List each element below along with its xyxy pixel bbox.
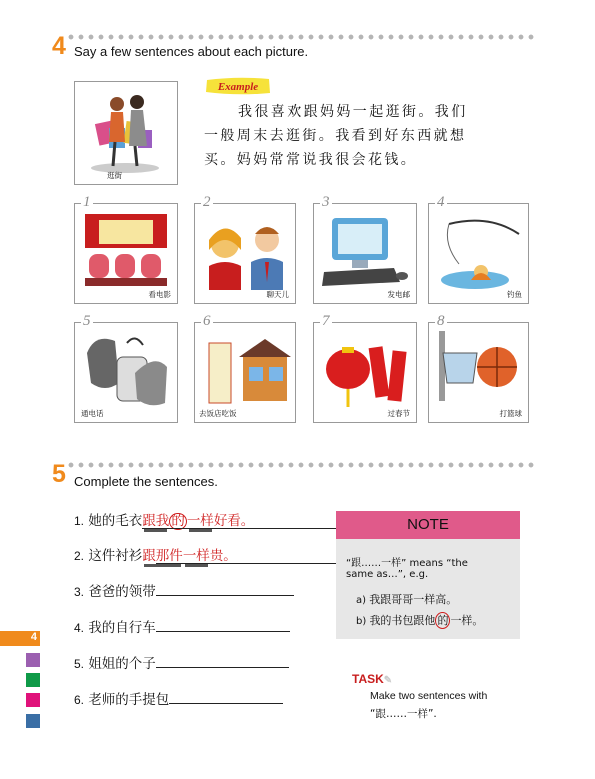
- answer-input[interactable]: [156, 667, 289, 668]
- note-example-text: 我跟哥哥一样高。: [369, 593, 458, 606]
- note-example-label: a): [356, 595, 367, 606]
- color-tab-magenta: [26, 693, 40, 707]
- picture-1: [74, 194, 178, 304]
- example-line: 我很喜欢跟妈妈一起逛街。我们: [238, 104, 468, 120]
- page-number-tab: [0, 631, 40, 646]
- sentence-2: [74, 544, 237, 564]
- picture-number: 6: [203, 313, 211, 329]
- sentence-number: 4.: [74, 621, 85, 635]
- picture-caption: 逛街: [107, 171, 122, 180]
- sentence-4: [74, 616, 290, 636]
- answer-circled-char: 的: [171, 513, 185, 529]
- sentence-number: 5.: [74, 657, 85, 671]
- pen-icon: ✎: [383, 675, 393, 686]
- note-example-b: [356, 612, 483, 629]
- answer-part: 一样: [186, 513, 214, 529]
- note-line: same as…”, e.g.: [346, 569, 429, 580]
- note-example-label: b): [356, 616, 367, 627]
- answer-input[interactable]: [156, 631, 290, 632]
- picture-number: 8: [437, 313, 445, 329]
- section4-number: 4: [52, 32, 66, 60]
- note-title: NOTE: [336, 511, 520, 539]
- section5-number: 5: [52, 460, 66, 488]
- picture-number: 3: [322, 194, 330, 210]
- picture-caption: 过春节: [387, 409, 410, 418]
- sentence-prompt: 姐姐的个子: [88, 656, 156, 672]
- example-label-tag: [204, 77, 270, 95]
- task-label: [352, 672, 392, 686]
- answer-part: 跟我: [142, 513, 170, 529]
- sentence-prompt: 她的毛衣: [88, 513, 143, 529]
- color-tab-green: [26, 673, 40, 687]
- answer-part: 一样: [182, 548, 210, 564]
- color-tab-blue: [26, 714, 40, 728]
- page-number: 4: [30, 631, 37, 643]
- picture-number: 2: [203, 194, 211, 210]
- note-circled-char: 的: [437, 614, 449, 627]
- picture-4: [428, 194, 529, 304]
- task-line: “跟……一样”.: [370, 708, 437, 720]
- picture-7: [313, 313, 417, 423]
- section5-title: Complete the sentences.: [74, 474, 218, 489]
- answer-input[interactable]: [169, 703, 283, 704]
- task-line: Make two sentences with: [370, 690, 488, 702]
- note-box: [336, 511, 520, 639]
- sentence-prompt: 爸爸的领带: [88, 584, 156, 600]
- example-picture: [74, 81, 178, 185]
- section4-dot-divider: [66, 34, 536, 40]
- picture-caption: 打篮球: [499, 409, 522, 418]
- sentence-number: 3.: [74, 585, 85, 599]
- sentence-5: [74, 652, 289, 672]
- picture-caption: 去饭店吃饭: [199, 409, 237, 418]
- picture-2: [194, 194, 296, 304]
- sentence-prompt: 这件衬衫: [88, 548, 143, 564]
- sentence-number: 2.: [74, 549, 85, 563]
- example-label: Example: [217, 81, 259, 93]
- task-label-text: TASK: [352, 672, 384, 686]
- sentence-number: 1.: [74, 514, 85, 528]
- picture-3: [313, 194, 417, 304]
- picture-caption: 看电影: [148, 290, 171, 299]
- picture-caption: 发电邮: [387, 290, 410, 299]
- note-line: “跟……一样” means “the: [346, 558, 468, 569]
- picture-number: 5: [83, 313, 91, 329]
- section5-dot-divider: [66, 462, 536, 468]
- example-paragraph: [204, 100, 504, 172]
- note-example-text: 一样。: [450, 614, 484, 627]
- answer-input[interactable]: [156, 595, 294, 596]
- note-example-a: [356, 591, 457, 607]
- picture-8: [428, 313, 529, 423]
- sentence-prompt: 我的自行车: [88, 620, 156, 636]
- picture-caption: 聊天儿: [266, 290, 289, 299]
- sentence-number: 6.: [74, 693, 85, 707]
- example-line: 买。妈妈常常说我很会花钱。: [204, 152, 418, 168]
- section4-title: Say a few sentences about each picture.: [74, 44, 309, 59]
- picture-number: 4: [437, 194, 445, 210]
- color-tab-purple: [26, 653, 40, 667]
- example-line: 一般周末去逛街。我看到好东西就想: [204, 128, 467, 144]
- answer-part: 跟那件: [142, 548, 183, 564]
- picture-caption: 钓鱼: [507, 290, 522, 299]
- shopping-illustration: [75, 82, 177, 184]
- note-example-text: 我的书包跟他: [369, 614, 436, 627]
- picture-number: 1: [83, 194, 91, 210]
- sentence-1: [74, 509, 254, 530]
- answer-part: 贵。: [209, 548, 237, 564]
- picture-5: [74, 313, 178, 423]
- picture-6: [194, 313, 296, 423]
- picture-number: 7: [322, 313, 330, 329]
- sentence-prompt: 老师的手提包: [88, 692, 170, 708]
- sentence-3: [74, 580, 294, 600]
- answer-part: 好看。: [213, 513, 255, 529]
- sentence-6: [74, 688, 283, 708]
- picture-caption: 通电话: [81, 409, 104, 418]
